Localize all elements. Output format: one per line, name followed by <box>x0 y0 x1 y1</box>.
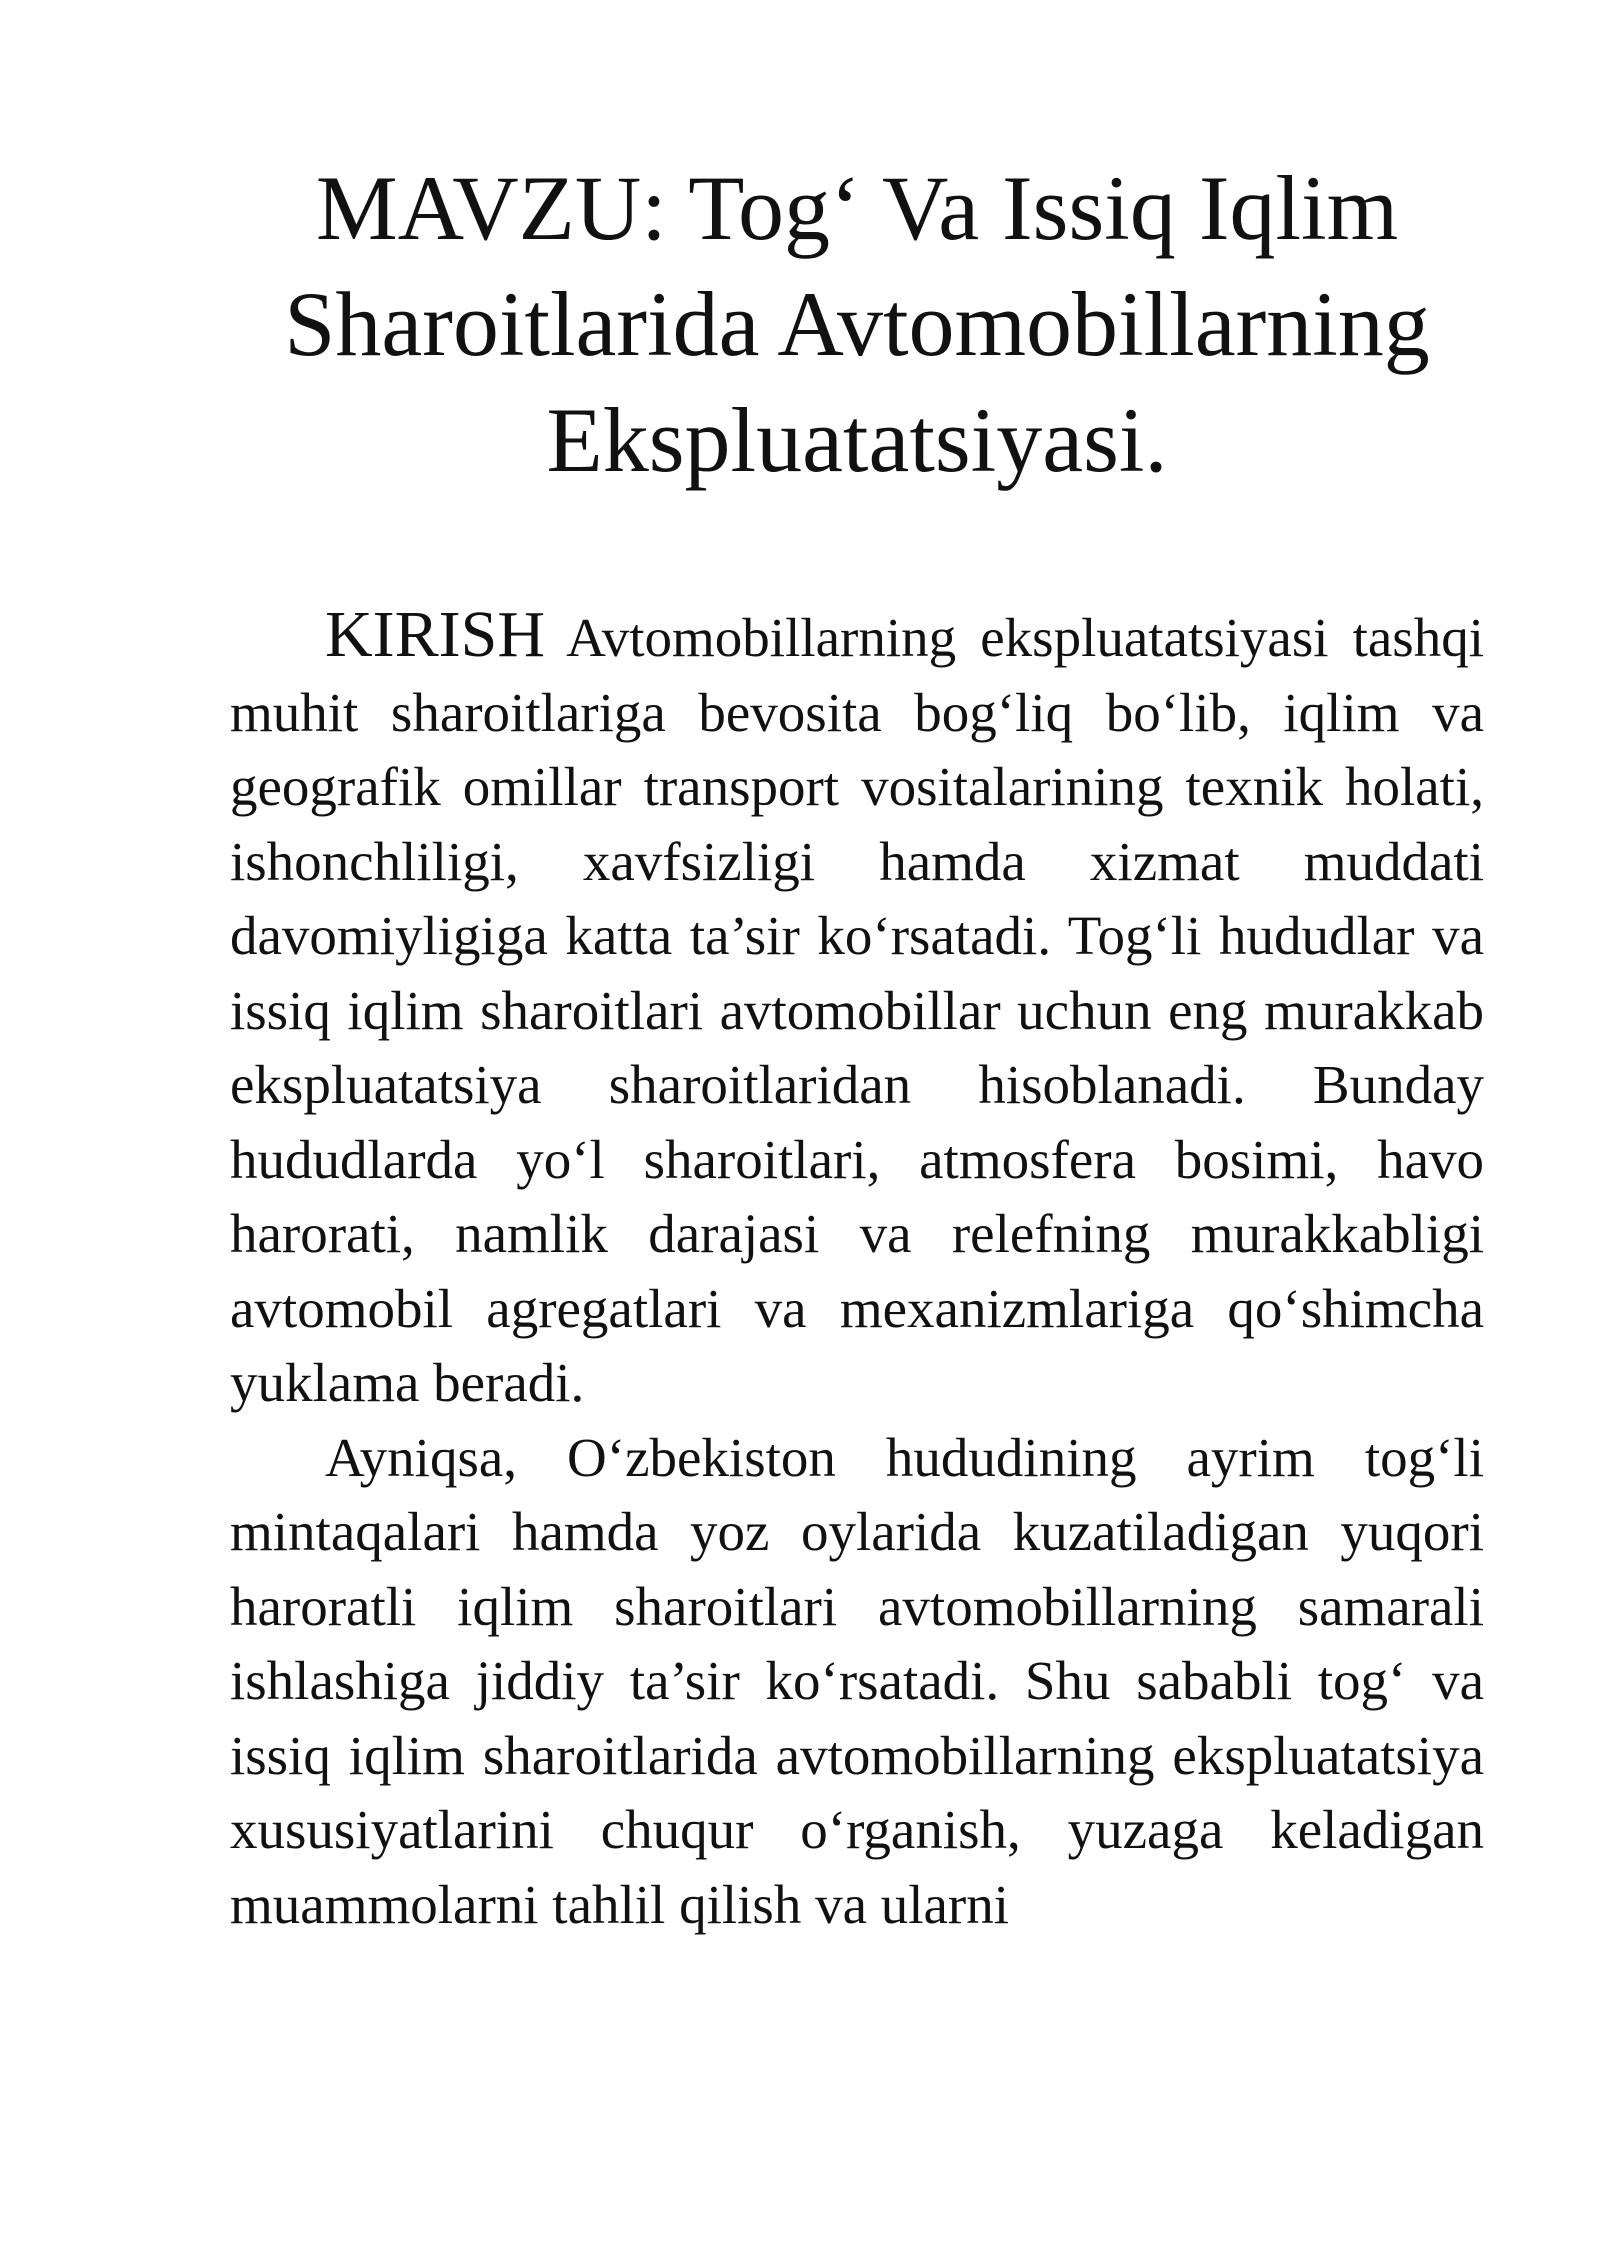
paragraph-second <box>230 1421 1484 1943</box>
section-heading-kirish: KIRISH <box>325 598 546 671</box>
document-body <box>230 598 1484 1942</box>
paragraph-introduction <box>230 598 1484 1421</box>
paragraph-text: Ayniqsa, O‘zbekiston hududining ayrim tog‘li mintaqalari hamda yoz oylarida kuzatiladigan yuqori haroratli iqlim sharoitlari avtomobillarning samarali ishlashiga jiddiy ta’sir ko‘rsatadi. Shu sababli tog‘ va issiq iqlim sharoitlarida avtomobillarning ekspluatatsiya xususiyatlarini chuqur o‘rganish, yuzaga keladigan muammolarni tahlil qilish va ularni <box>230 1426 1484 1935</box>
document-title: MAVZU: Tog‘ Va Issiq Iqlim Sharoitlarida Avtomobillarning Ekspluatatsiyasi. <box>284 157 1430 491</box>
paragraph-text: Avtomobillarning ekspluatatsiyasi tashqi muhit sharoitlariga bevosita bog‘liq bo‘lib, iqlim va geografik omillar transport vositalarining texnik holati, ishonchliligi, xavfsizligi hamda xizmat muddati davomiyligiga katta ta’sir ko‘rsatadi. Tog‘li hududlar va issiq iqlim sharoitlari avtomobillar uchun eng murakkab ekspluatatsiya sharoitlaridan hisoblanadi. Bunday hududlarda yo‘l sharoitlari, atmosfera bosimi, havo harorati, namlik darajasi va relefning murakkabligi avtomobil agregatlari va mexanizmlariga qo‘shimcha yuklama beradi. <box>230 607 1484 1413</box>
